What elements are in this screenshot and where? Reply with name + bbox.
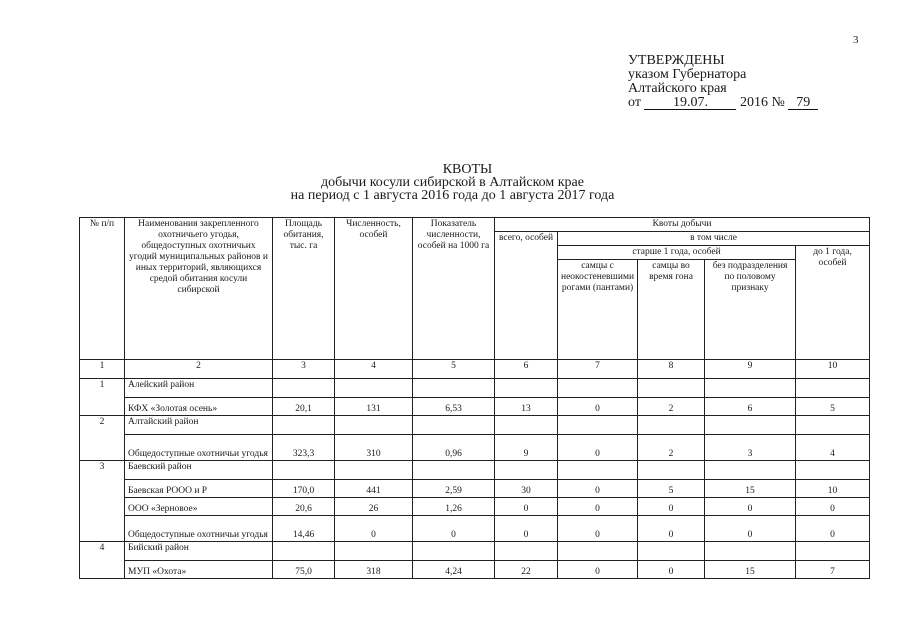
header-under-year: до 1 года, особей: [796, 246, 870, 360]
table-cell: 26: [335, 498, 413, 516]
empty-cell: [558, 379, 638, 398]
district-name: Баевский район: [125, 461, 273, 480]
document-title: [0, 163, 905, 202]
row-number: 1: [80, 379, 125, 416]
empty-cell: [796, 416, 870, 435]
empty-cell: [335, 416, 413, 435]
header-males-antlers: самцы с неокостеневшими рогами (пантами): [558, 260, 638, 360]
table-cell: 75,0: [273, 561, 335, 579]
empty-cell: [558, 461, 638, 480]
district-row: [80, 379, 870, 398]
header-no-sex: без подразделения по половому признаку: [705, 260, 796, 360]
table-cell: 6: [705, 398, 796, 416]
table-cell: 15: [705, 480, 796, 498]
row-number: 2: [80, 416, 125, 461]
empty-cell: [796, 379, 870, 398]
table-cell: 20,1: [273, 398, 335, 416]
column-number: 7: [558, 360, 638, 379]
row-number: 3: [80, 461, 125, 542]
table-cell: 13: [495, 398, 558, 416]
table-cell: 4: [796, 435, 870, 461]
table-cell: 441: [335, 480, 413, 498]
table-cell: 0: [638, 516, 705, 542]
empty-cell: [335, 379, 413, 398]
district-row: [80, 461, 870, 480]
table-cell: 22: [495, 561, 558, 579]
empty-cell: [273, 416, 335, 435]
empty-cell: [335, 461, 413, 480]
table-cell: 131: [335, 398, 413, 416]
table-row: [80, 516, 870, 542]
district-name: Бийский район: [125, 542, 273, 561]
table-cell: 0,96: [413, 435, 495, 461]
hunting-ground-name: Баевская РООО и Р: [125, 480, 273, 498]
table-cell: 6,53: [413, 398, 495, 416]
header-num: № п/п: [80, 218, 125, 360]
header-including: в том числе: [558, 232, 870, 246]
empty-cell: [273, 542, 335, 561]
table-cell: 7: [796, 561, 870, 579]
table-cell: 0: [558, 498, 638, 516]
column-number: 8: [638, 360, 705, 379]
table-cell: 0: [495, 498, 558, 516]
empty-cell: [705, 542, 796, 561]
table-cell: 323,3: [273, 435, 335, 461]
table-row: [80, 480, 870, 498]
empty-cell: [495, 416, 558, 435]
empty-cell: [558, 416, 638, 435]
column-number: 2: [125, 360, 273, 379]
empty-cell: [413, 416, 495, 435]
table-cell: 30: [495, 480, 558, 498]
table-cell: 2: [638, 398, 705, 416]
header-density: Показатель численности, особей на 1000 га: [413, 218, 495, 360]
table-cell: 0: [558, 398, 638, 416]
empty-cell: [705, 416, 796, 435]
column-number: 3: [273, 360, 335, 379]
empty-cell: [413, 379, 495, 398]
empty-cell: [273, 379, 335, 398]
approval-issuer: указом Губернатора: [628, 67, 747, 82]
header-total: всего, особей: [495, 232, 558, 360]
district-name: Алтайский район: [125, 416, 273, 435]
table-cell: 0: [638, 561, 705, 579]
table-cell: 0: [558, 561, 638, 579]
table-cell: 5: [796, 398, 870, 416]
table-cell: 14,46: [273, 516, 335, 542]
title-subject: добычи косули сибирской в Алтайском крае: [321, 175, 584, 190]
title-period: на период с 1 августа 2016 года до 1 августа 2017 года: [290, 188, 615, 203]
empty-cell: [638, 461, 705, 480]
empty-cell: [495, 461, 558, 480]
header-name: Наименования закрепленного охотничьего угодья, общедоступных охотничьих угодий муниципальных районов и иных территорий, являющихся средой обитания косули сибирской: [125, 218, 273, 360]
column-number: 5: [413, 360, 495, 379]
table-cell: 4,24: [413, 561, 495, 579]
hunting-ground-name: МУП «Охота»: [125, 561, 273, 579]
empty-cell: [558, 542, 638, 561]
hunting-ground-name: Общедоступные охотничьи угодья: [125, 516, 273, 542]
table-cell: 0: [558, 480, 638, 498]
table-cell: 2: [638, 435, 705, 461]
empty-cell: [495, 379, 558, 398]
hunting-ground-name: Общедоступные охотничьи угодья: [125, 435, 273, 461]
district-row: [80, 416, 870, 435]
header-quotas: Квоты добычи: [495, 218, 870, 232]
table-cell: 170,0: [273, 480, 335, 498]
table-cell: 0: [705, 516, 796, 542]
column-number-row: [80, 360, 870, 379]
empty-cell: [705, 461, 796, 480]
column-number: 6: [495, 360, 558, 379]
empty-cell: [413, 542, 495, 561]
header-older: старше 1 года, особей: [558, 246, 796, 260]
empty-cell: [273, 461, 335, 480]
title-main: КВОТЫ: [442, 162, 493, 177]
table-row: [80, 398, 870, 416]
table-row: [80, 561, 870, 579]
table-cell: 0: [705, 498, 796, 516]
district-name: Алейский район: [125, 379, 273, 398]
empty-cell: [335, 542, 413, 561]
empty-cell: [705, 379, 796, 398]
approval-number: 79: [788, 96, 818, 110]
empty-cell: [796, 542, 870, 561]
row-number: 4: [80, 542, 125, 579]
column-number: 9: [705, 360, 796, 379]
table-cell: 0: [558, 516, 638, 542]
column-number: 4: [335, 360, 413, 379]
header-males-rut: самцы во время гона: [638, 260, 705, 360]
table-cell: 0: [796, 516, 870, 542]
table-cell: 318: [335, 561, 413, 579]
hunting-ground-name: КФХ «Золотая осень»: [125, 398, 273, 416]
hunting-ground-name: ООО «Зерновое»: [125, 498, 273, 516]
approval-heading: УТВЕРЖДЕНЫ: [628, 53, 725, 68]
table-cell: 10: [796, 480, 870, 498]
empty-cell: [413, 461, 495, 480]
table-cell: 0: [558, 435, 638, 461]
table-cell: 20,6: [273, 498, 335, 516]
district-row: [80, 542, 870, 561]
empty-cell: [638, 416, 705, 435]
header-area: Площадь обитания, тыс. га: [273, 218, 335, 360]
table-cell: 0: [796, 498, 870, 516]
approval-year: 2016 №: [739, 95, 785, 110]
table-cell: 2,59: [413, 480, 495, 498]
page-number: 3: [853, 34, 859, 46]
header-count: Численность, особей: [335, 218, 413, 360]
column-number: 1: [80, 360, 125, 379]
table-cell: 9: [495, 435, 558, 461]
empty-cell: [638, 379, 705, 398]
table-cell: 0: [495, 516, 558, 542]
table-cell: 1,26: [413, 498, 495, 516]
table-cell: 3: [705, 435, 796, 461]
table-cell: 5: [638, 480, 705, 498]
approval-date: 19.07.: [644, 96, 736, 110]
empty-cell: [638, 542, 705, 561]
date-prefix: от: [628, 95, 641, 110]
table-cell: 15: [705, 561, 796, 579]
approval-date-line: [628, 96, 818, 110]
approval-region: Алтайского края: [628, 81, 727, 96]
empty-cell: [495, 542, 558, 561]
empty-cell: [796, 461, 870, 480]
table-cell: 310: [335, 435, 413, 461]
table-cell: 0: [413, 516, 495, 542]
quota-table: [79, 217, 870, 579]
table-row: [80, 498, 870, 516]
table-cell: 0: [335, 516, 413, 542]
approval-stamp: [628, 54, 818, 110]
column-number: 10: [796, 360, 870, 379]
table-row: [80, 435, 870, 461]
table-cell: 0: [638, 498, 705, 516]
